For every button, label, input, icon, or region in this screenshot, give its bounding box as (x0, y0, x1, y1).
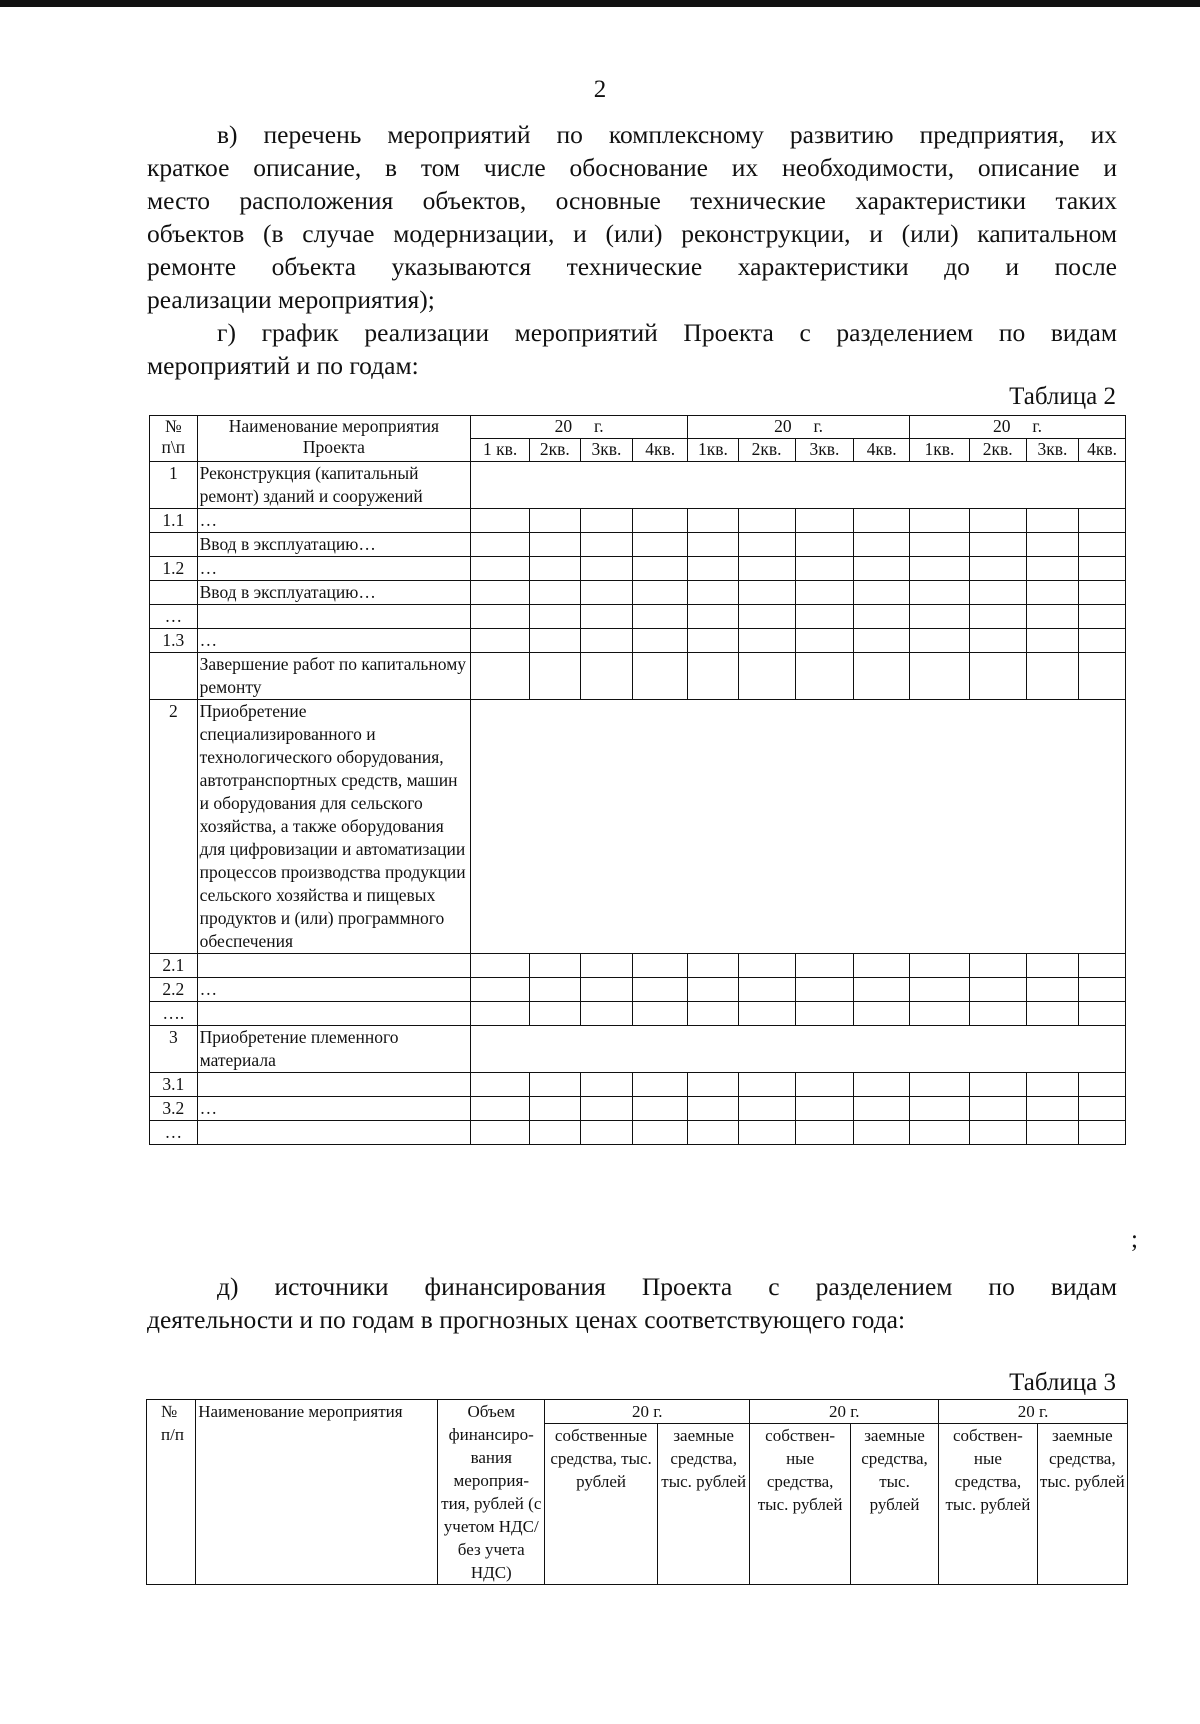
quarter-header: 4кв. (633, 439, 688, 462)
table-header-row (147, 1400, 1128, 1424)
quarter-cell (530, 1073, 581, 1097)
quarter-cell (910, 557, 970, 581)
year-header: 20 г. (939, 1400, 1128, 1424)
quarter-header: 1кв. (910, 439, 970, 462)
quarter-cell (633, 954, 688, 978)
quarter-cell (854, 605, 910, 629)
own-funds-header: собственные средства, тыс. рублей (545, 1424, 658, 1585)
quarter-cell (854, 954, 910, 978)
quarter-cell (1079, 954, 1126, 978)
quarter-cell (1079, 605, 1126, 629)
quarter-header: 1 кв. (471, 439, 530, 462)
quarter-cell (530, 509, 581, 533)
year-header: 20 г. (688, 416, 910, 439)
loan-funds-header: заемные средства, тыс. рублей (850, 1424, 938, 1585)
quarter-cell (688, 629, 739, 653)
table-row (150, 629, 1126, 653)
quarter-cell (969, 605, 1026, 629)
quarter-cell (795, 557, 854, 581)
quarter-header: 1кв. (688, 439, 739, 462)
quarter-cell (580, 509, 633, 533)
trailing-semicolon: ; (1131, 1226, 1138, 1253)
row-name: Приобретение специализированного и технологического оборудования, автотранспортных средств, машин и оборудования для сельского хозяйства, а также оборудования для цифровизации и автоматизации процессов производства продукции сельского хозяйства и пищевых продуктов и (или) программного обеспечения (197, 700, 471, 954)
quarter-cell (738, 509, 795, 533)
year-header: 20 г. (750, 1400, 939, 1424)
quarter-cell (910, 978, 970, 1002)
quarter-cell (910, 581, 970, 605)
table-row (150, 1002, 1126, 1026)
quarter-cell (688, 605, 739, 629)
quarter-header: 4кв. (1079, 439, 1126, 462)
text-line: место расположения объектов, основные технические характеристики таких (147, 186, 1117, 215)
table3-caption: Таблица 3 (1009, 1369, 1116, 1396)
quarter-cell (738, 557, 795, 581)
quarter-header: 3кв. (1026, 439, 1079, 462)
merged-quarter-cell (471, 700, 1126, 954)
table-row (150, 581, 1126, 605)
quarter-cell (969, 954, 1026, 978)
quarter-cell (580, 581, 633, 605)
quarter-cell (854, 1097, 910, 1121)
row-name: Завершение работ по капитальному ремонту (197, 653, 471, 700)
scan-top-border (0, 0, 1200, 7)
row-number: 3 (150, 1026, 198, 1073)
quarter-cell (633, 533, 688, 557)
quarter-cell (969, 653, 1026, 700)
quarter-cell (688, 1073, 739, 1097)
quarter-cell (738, 1121, 795, 1145)
table-row (150, 1097, 1126, 1121)
row-name (197, 605, 471, 629)
quarter-cell (471, 653, 530, 700)
quarter-cell (1079, 629, 1126, 653)
quarter-cell (688, 978, 739, 1002)
quarter-cell (530, 1097, 581, 1121)
quarter-cell (633, 557, 688, 581)
quarter-cell (969, 629, 1026, 653)
quarter-cell (471, 605, 530, 629)
row-number (150, 533, 198, 557)
quarter-cell (969, 581, 1026, 605)
table-row (150, 462, 1126, 509)
num-header: № п/п (147, 1400, 196, 1585)
quarter-cell (738, 1073, 795, 1097)
row-name: … (197, 978, 471, 1002)
quarter-cell (471, 1121, 530, 1145)
quarter-cell (633, 509, 688, 533)
quarter-cell (795, 581, 854, 605)
quarter-cell (854, 533, 910, 557)
quarter-cell (471, 533, 530, 557)
row-name (197, 1002, 471, 1026)
quarter-cell (471, 1097, 530, 1121)
quarter-cell (969, 1002, 1026, 1026)
quarter-cell (633, 629, 688, 653)
quarter-cell (969, 509, 1026, 533)
row-name: … (197, 1097, 471, 1121)
quarter-cell (580, 1073, 633, 1097)
quarter-cell (738, 581, 795, 605)
row-name: Реконструкция (капитальный ремонт) зданий и сооружений (197, 462, 471, 509)
quarter-cell (633, 1097, 688, 1121)
loan-funds-header: заемные средства, тыс. рублей (658, 1424, 750, 1585)
quarter-cell (530, 1121, 581, 1145)
row-number: 1.3 (150, 629, 198, 653)
quarter-header: 3кв. (580, 439, 633, 462)
quarter-cell (1079, 533, 1126, 557)
row-name: Приобретение племенного материала (197, 1026, 471, 1073)
loan-funds-header: заемные средства, тыс. рублей (1037, 1424, 1127, 1585)
quarter-cell (910, 653, 970, 700)
table-row (150, 605, 1126, 629)
quarter-cell (854, 978, 910, 1002)
quarter-cell (471, 557, 530, 581)
quarter-cell (738, 605, 795, 629)
quarter-cell (1079, 581, 1126, 605)
text-line: реализации мероприятия); (147, 285, 435, 314)
row-number: … (150, 1121, 198, 1145)
quarter-cell (471, 629, 530, 653)
volume-header: Объем финансиро-вания мероприя-тия, рублей (с учетом НДС/без учета НДС) (438, 1400, 545, 1585)
quarter-cell (580, 1097, 633, 1121)
row-name (197, 1121, 471, 1145)
row-number: 3.1 (150, 1073, 198, 1097)
quarter-cell (795, 533, 854, 557)
quarter-cell (795, 1121, 854, 1145)
quarter-cell (910, 1002, 970, 1026)
text-line: в) перечень мероприятий по комплексному развитию предприятия, их (217, 120, 1117, 149)
quarter-cell (738, 978, 795, 1002)
row-number (150, 653, 198, 700)
quarter-cell (1026, 978, 1079, 1002)
merged-quarter-cell (471, 462, 1126, 509)
text-line: деятельности и по годам в прогнозных ценах соответствующего года: (147, 1305, 906, 1334)
quarter-cell (854, 509, 910, 533)
text-line: краткое описание, в том числе обоснование их необходимости, описание и (147, 153, 1117, 182)
table-row (150, 533, 1126, 557)
page-number: 2 (593, 76, 607, 103)
table-row (150, 700, 1126, 954)
quarter-cell (633, 1073, 688, 1097)
quarter-cell (1026, 533, 1079, 557)
quarter-header: 2кв. (969, 439, 1026, 462)
quarter-cell (580, 978, 633, 1002)
row-name: … (197, 509, 471, 533)
quarter-cell (854, 629, 910, 653)
quarter-cell (854, 1002, 910, 1026)
quarter-cell (1079, 653, 1126, 700)
quarter-cell (688, 954, 739, 978)
schedule-table-body (150, 462, 1126, 1145)
own-funds-header: собствен-ные средства, тыс. рублей (750, 1424, 851, 1585)
quarter-header: 3кв. (795, 439, 854, 462)
quarter-header: 4кв. (854, 439, 910, 462)
quarter-cell (580, 1121, 633, 1145)
quarter-cell (795, 978, 854, 1002)
quarter-cell (854, 1121, 910, 1145)
table-row (150, 954, 1126, 978)
quarter-cell (580, 1002, 633, 1026)
quarter-cell (910, 605, 970, 629)
quarter-cell (633, 978, 688, 1002)
quarter-cell (633, 1002, 688, 1026)
quarter-cell (471, 1073, 530, 1097)
quarter-cell (854, 653, 910, 700)
text-line: ремонте объекта указываются технические характеристики до и после (147, 252, 1117, 281)
quarter-cell (1079, 1002, 1126, 1026)
quarter-cell (1026, 1002, 1079, 1026)
quarter-cell (795, 1097, 854, 1121)
row-number: 1.1 (150, 509, 198, 533)
row-name: … (197, 557, 471, 581)
quarter-cell (795, 954, 854, 978)
quarter-cell (738, 653, 795, 700)
quarter-cell (969, 1121, 1026, 1145)
quarter-cell (1026, 581, 1079, 605)
text-line: д) источники финансирования Проекта с разделением по видам (217, 1272, 1117, 1301)
quarter-cell (471, 581, 530, 605)
quarter-cell (1026, 653, 1079, 700)
quarter-cell (854, 1073, 910, 1097)
table-row (150, 653, 1126, 700)
quarter-cell (1079, 557, 1126, 581)
financing-table (146, 1399, 1128, 1585)
quarter-cell (1079, 1073, 1126, 1097)
row-name: Ввод в эксплуатацию… (197, 581, 471, 605)
quarter-cell (854, 581, 910, 605)
quarter-cell (530, 557, 581, 581)
table-header-row (150, 416, 1126, 439)
row-number: …. (150, 1002, 198, 1026)
table-row (150, 1026, 1126, 1073)
num-header: № п\п (150, 416, 198, 462)
table-row (150, 557, 1126, 581)
quarter-header: 2кв. (738, 439, 795, 462)
quarter-cell (795, 1073, 854, 1097)
name-header: Наименование мероприятия Проекта (197, 416, 471, 462)
quarter-cell (688, 1121, 739, 1145)
quarter-cell (633, 581, 688, 605)
quarter-cell (738, 1097, 795, 1121)
own-funds-header: собствен-ные средства, тыс. рублей (939, 1424, 1038, 1585)
row-name (197, 954, 471, 978)
quarter-cell (910, 533, 970, 557)
quarter-cell (1026, 954, 1079, 978)
table-row (150, 978, 1126, 1002)
quarter-cell (688, 653, 739, 700)
merged-quarter-cell (471, 1026, 1126, 1073)
quarter-cell (471, 954, 530, 978)
row-number: 2.2 (150, 978, 198, 1002)
quarter-cell (580, 653, 633, 700)
text-line: объектов (в случае модернизации, и (или) реконструкции, и (или) капитальном (147, 219, 1117, 248)
quarter-cell (1026, 1121, 1079, 1145)
quarter-cell (1026, 509, 1079, 533)
quarter-cell (471, 1002, 530, 1026)
year-header: 20 г. (545, 1400, 750, 1424)
quarter-header: 2кв. (530, 439, 581, 462)
paragraph-v (147, 118, 1117, 316)
quarter-cell (795, 509, 854, 533)
quarter-cell (471, 509, 530, 533)
quarter-cell (580, 557, 633, 581)
quarter-cell (471, 978, 530, 1002)
year-header: 20 г. (471, 416, 688, 439)
quarter-cell (738, 954, 795, 978)
row-number (150, 581, 198, 605)
text-line: мероприятий и по годам: (147, 351, 419, 380)
quarter-cell (688, 533, 739, 557)
row-name: Ввод в эксплуатацию… (197, 533, 471, 557)
quarter-cell (1079, 1097, 1126, 1121)
quarter-cell (1026, 605, 1079, 629)
table-row (150, 1121, 1126, 1145)
quarter-cell (688, 557, 739, 581)
quarter-cell (580, 629, 633, 653)
quarter-cell (910, 1121, 970, 1145)
text-line: г) график реализации мероприятий Проекта с разделением по видам (217, 318, 1117, 347)
quarter-cell (633, 1121, 688, 1145)
quarter-cell (969, 557, 1026, 581)
table2-caption: Таблица 2 (1009, 383, 1116, 410)
quarter-cell (688, 581, 739, 605)
quarter-cell (530, 629, 581, 653)
quarter-cell (580, 954, 633, 978)
quarter-cell (530, 978, 581, 1002)
quarter-cell (738, 1002, 795, 1026)
quarter-cell (633, 653, 688, 700)
quarter-cell (910, 954, 970, 978)
paragraph-d (147, 1270, 1117, 1336)
table-row (150, 1073, 1126, 1097)
name-header: Наименование мероприятия (196, 1400, 438, 1585)
quarter-cell (1026, 1073, 1079, 1097)
quarter-cell (910, 629, 970, 653)
quarter-cell (580, 533, 633, 557)
row-name (197, 1073, 471, 1097)
quarter-cell (1026, 629, 1079, 653)
quarter-cell (530, 954, 581, 978)
year-header: 20 г. (910, 416, 1126, 439)
quarter-cell (633, 605, 688, 629)
schedule-table (149, 415, 1126, 1145)
quarter-cell (795, 605, 854, 629)
quarter-cell (969, 533, 1026, 557)
quarter-cell (910, 509, 970, 533)
quarter-cell (580, 605, 633, 629)
table-row (150, 509, 1126, 533)
row-number: 3.2 (150, 1097, 198, 1121)
quarter-cell (530, 1002, 581, 1026)
quarter-cell (1026, 1097, 1079, 1121)
quarter-cell (530, 605, 581, 629)
quarter-cell (795, 653, 854, 700)
quarter-cell (1079, 509, 1126, 533)
quarter-cell (795, 629, 854, 653)
quarter-cell (795, 1002, 854, 1026)
quarter-cell (688, 1097, 739, 1121)
quarter-cell (738, 629, 795, 653)
quarter-cell (530, 653, 581, 700)
row-number: … (150, 605, 198, 629)
row-number: 1 (150, 462, 198, 509)
quarter-cell (969, 1097, 1026, 1121)
row-name: … (197, 629, 471, 653)
row-number: 1.2 (150, 557, 198, 581)
quarter-cell (530, 533, 581, 557)
quarter-cell (910, 1097, 970, 1121)
quarter-cell (969, 978, 1026, 1002)
paragraph-g (147, 316, 1117, 382)
row-number: 2 (150, 700, 198, 954)
quarter-cell (1079, 1121, 1126, 1145)
quarter-cell (1079, 978, 1126, 1002)
quarter-cell (969, 1073, 1026, 1097)
quarter-cell (688, 509, 739, 533)
quarter-cell (1026, 557, 1079, 581)
quarter-cell (738, 533, 795, 557)
row-number: 2.1 (150, 954, 198, 978)
quarter-cell (854, 557, 910, 581)
quarter-cell (688, 1002, 739, 1026)
quarter-cell (530, 581, 581, 605)
quarter-cell (910, 1073, 970, 1097)
